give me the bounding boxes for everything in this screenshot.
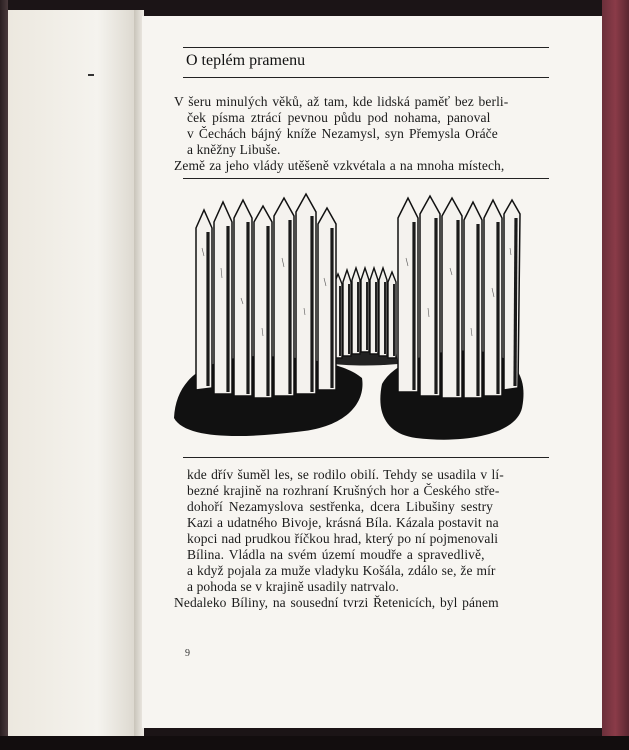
text-line: dohoří Nezamyslova sestřenka, dcera Libušiny sestry	[187, 499, 494, 514]
illustration-rule-top	[183, 178, 549, 179]
book-spine	[0, 0, 8, 750]
page-mark	[88, 74, 94, 76]
text-line: bezné krajině na rozhraní Krušných hor a Českého stře-	[187, 483, 500, 498]
text-line: Země za jeho vlády utěšeně vzkvétala a na mnoha místech,	[174, 158, 505, 173]
bottom-shadow	[0, 736, 629, 750]
text-line: a kněžny Libuše.	[187, 142, 281, 157]
text-line: kde dřív šuměl les, se rodilo obilí. Tehdy se usadila v lí-	[187, 467, 504, 482]
text-line: ček písma ztrácí pevnou půdu pod nohama, panoval	[187, 110, 491, 125]
chapter-title: O teplém pramenu	[186, 52, 306, 69]
page-number: 9	[185, 648, 190, 659]
left-page	[8, 10, 136, 738]
text-line: V šeru minulých věků, až tam, kde lidská paměť bez berli-	[174, 94, 509, 109]
text-line: Nedaleko Bíliny, na sousední tvrzi Řetenicích, byl pánem	[174, 595, 499, 610]
book-cover-edge	[602, 0, 629, 750]
heading-rule-bottom	[183, 77, 549, 78]
text-line: kopci nad prudkou říčkou hrad, který po ní pojmenovali	[187, 531, 499, 546]
text-line: a pohoda se v krajině usadily natrvalo.	[187, 579, 399, 594]
text-line: Bílina. Vládla na svém území moudře a spravedlivě,	[187, 547, 485, 562]
palisade-illustration	[166, 188, 536, 450]
left-palisade	[196, 194, 336, 398]
gate-stakes	[334, 268, 396, 358]
text-line: v Čechách bájný kníže Nezamysl, syn Přemysla Oráče	[187, 126, 498, 141]
text-line: Kazi a udatného Bivoje, krásná Bíla. Kázala postavit na	[187, 515, 499, 530]
illustration-rule-bottom	[183, 457, 549, 458]
text-line: a když pojala za muže vladyku Košála, zdálo se, že mír	[187, 563, 496, 578]
heading-rule-top	[183, 47, 549, 48]
gate-stake-shading	[340, 282, 394, 356]
